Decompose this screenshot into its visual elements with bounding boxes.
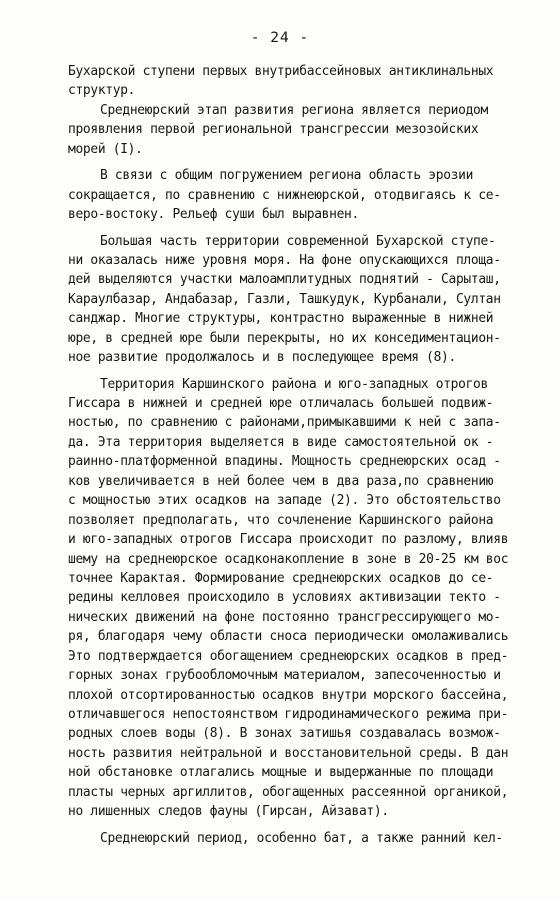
text-line: редины келловея происходило в условиях активизации текто - xyxy=(68,590,501,606)
text-line: ное развитие продолжалось и в последующее время (8). xyxy=(68,350,456,366)
text-line: ков увеличивается в ней более чем в два раза,по сравнению xyxy=(68,473,494,489)
text-line: В связи с общим погружением региона область эрозии xyxy=(100,168,474,184)
text-line: шему на среднеюрское осадконакопление в зоне в 20-25 км вос xyxy=(68,551,509,567)
text-line: и юго-западных отрогов Гиссара происходит по разлому, влияв xyxy=(68,532,509,548)
text-line: ной обстановке отлагались мощные и выдержанные по площади xyxy=(68,765,494,781)
text-line: пласты черных аргиллитов, обогащенных рассеянной органикой, xyxy=(68,784,509,800)
text-line: дей выделяются участки малоамплитудных поднятий - Сарыташ, xyxy=(68,272,501,288)
text-line: морей (I). xyxy=(68,141,143,157)
text-line: плохой отсортированностью осадков внутри морского бассейна, xyxy=(68,687,509,703)
text-line: горных зонах грубообломочным материалом, запесоченностью и xyxy=(68,668,501,684)
text-line: ность развития нейтральной и восстановительной среды. В дан xyxy=(68,745,509,761)
text-line: Среднеюрский этап развития региона является периодом xyxy=(100,102,488,118)
page-number: - 24 - xyxy=(250,30,310,46)
text-line: Среднеюрский период, особенно бат, а также ранний кел- xyxy=(100,830,503,846)
text-line: структур. xyxy=(68,83,136,99)
text-line: Большая часть территории современной Бухарской ступе- xyxy=(100,233,496,249)
text-line: с мощностью этих осадков на западе (2). Это обстоятельство xyxy=(68,493,501,509)
text-line: ря, благодаря чему области сноса периодически омолаживались xyxy=(68,629,509,645)
text-line: Территория Каршинского района и юго-западных отрогов xyxy=(100,376,488,392)
text-line: точнее Карактая. Формирование среднеюрских осадков до се- xyxy=(68,570,494,586)
text-line: юре, в средней юре были перекрыты, но их конседиментацион- xyxy=(68,330,501,346)
text-line: родных слоев воды (8). В зонах затишья создавалась возмож- xyxy=(68,726,501,742)
text-line: веро-востоку. Рельеф суши был выравнен. xyxy=(68,207,359,223)
text-line: позволяет предполагать, что сочленение Каршинского района xyxy=(68,512,494,528)
text-line: сокращается, по сравнению с нижнеюрской, отодвигаясь к се- xyxy=(68,187,501,203)
text-line: Караулбазар, Андабазар, Газли, Ташкудук, Курбанали, Султан xyxy=(68,291,501,307)
text-line: ностью, по сравнению с районами,примыкавшими к ней с запа- xyxy=(68,415,501,431)
body-text xyxy=(68,62,540,848)
text-line: да. Эта территория выделяется в виде самостоятельной ок - xyxy=(68,434,494,450)
text-line: Это подтверждается обогащением среднеюрских осадков в пред- xyxy=(68,648,509,664)
text-line: нических движений на фоне постоянно трансгрессирующего мо- xyxy=(68,609,501,625)
text-line: Бухарской ступени первых внутрибассейновых антиклинальных xyxy=(68,64,494,79)
text-line: проявления первой региональной трансгрессии мезозойских xyxy=(68,122,479,138)
text-line: но лишенных следов фауны (Гирсан, Айзават). xyxy=(68,804,389,820)
text-line: раинно-платформенной впадины. Мощность среднеюрских осад - xyxy=(68,454,501,470)
text-line: Гиссара в нижней и средней юре отличалась большей подвиж- xyxy=(68,396,494,411)
text-line: санджар. Многие структуры, контрастно выраженные в нижней xyxy=(68,311,494,327)
text-line: отличавшегося непостоянством гидродинамического режима при- xyxy=(68,707,509,722)
text-line: ни оказалась ниже уровня моря. На фоне опускающихся площа- xyxy=(68,252,501,268)
